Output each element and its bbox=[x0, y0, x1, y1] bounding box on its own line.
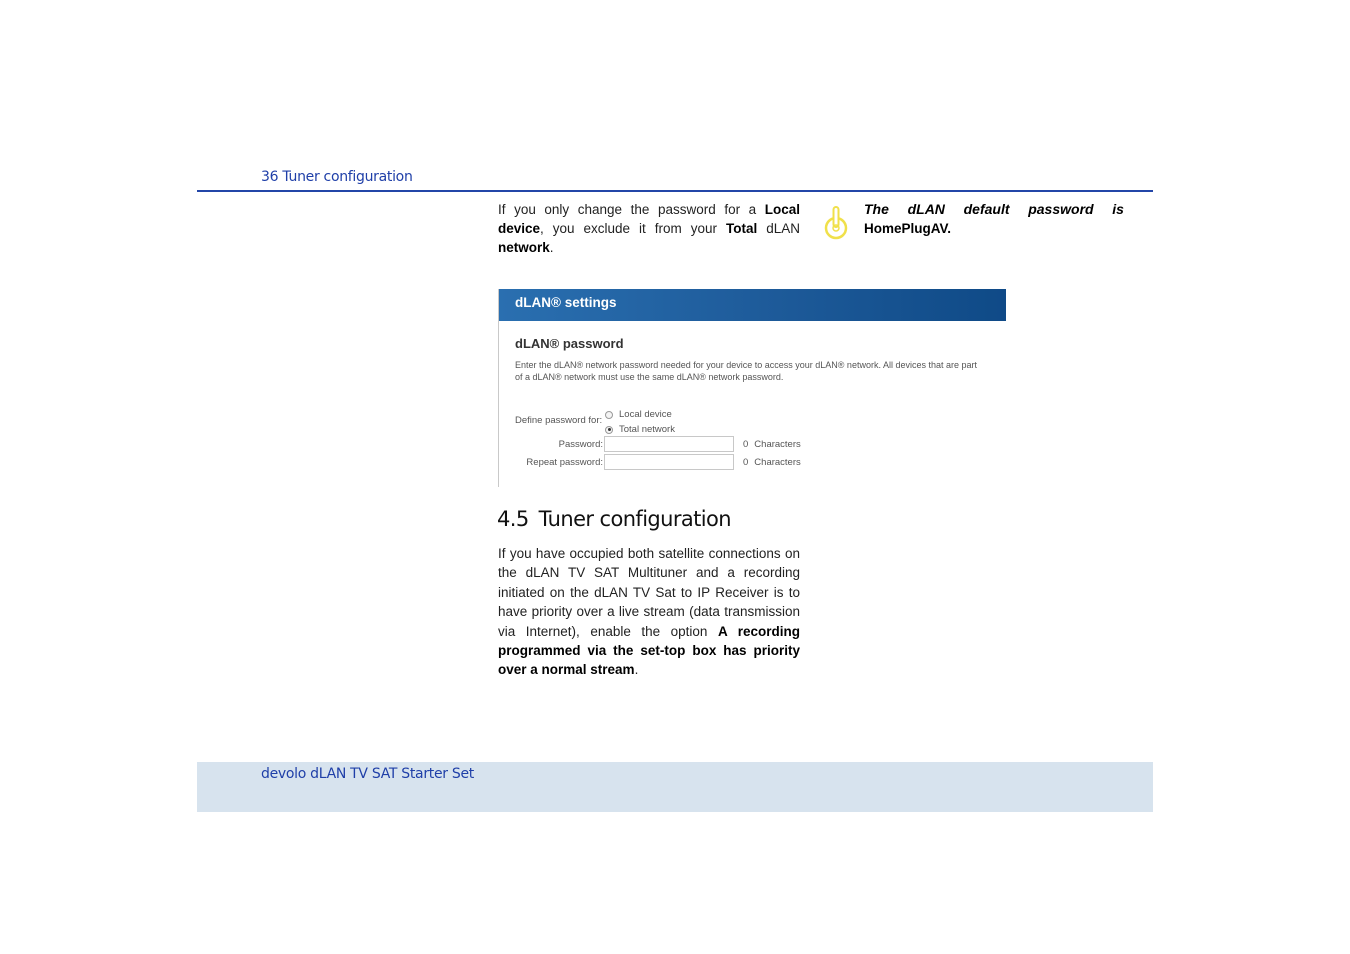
dlan-settings-screenshot bbox=[498, 289, 1006, 487]
password-char-count: 0 Characters bbox=[743, 439, 801, 450]
radio-total-network[interactable]: Total network bbox=[605, 424, 675, 435]
page-header-title: 36 Tuner configuration bbox=[261, 169, 413, 185]
repeat-password-input[interactable] bbox=[604, 454, 734, 470]
footer-title: devolo dLAN TV SAT Starter Set bbox=[261, 766, 474, 782]
radio-button[interactable] bbox=[605, 411, 613, 419]
panel-heading: dLAN® password bbox=[515, 336, 624, 351]
page-footer bbox=[197, 762, 1153, 812]
password-input[interactable] bbox=[604, 436, 734, 452]
repeat-password-char-count: 0 Characters bbox=[743, 457, 801, 468]
section-heading: 4.5 Tuner configuration bbox=[497, 507, 731, 531]
hint-icon bbox=[821, 205, 851, 241]
radio-local-device[interactable]: Local device bbox=[605, 409, 672, 420]
intro-paragraph: If you only change the password for a Local device, you exclude it from your Total dLAN network. bbox=[498, 202, 800, 255]
hint-note bbox=[864, 200, 1124, 238]
section-body-paragraph: If you have occupied both satellite connections on the dLAN TV SAT Multituner and a recording initiated on the dLAN TV Sat to IP Receiver is to have priority over a live stream (data transmission via Internet), enable the option A recording programmed via the set-top box has priority over a normal stream. bbox=[498, 546, 800, 678]
define-password-label: Define password for: bbox=[515, 415, 603, 426]
repeat-password-label: Repeat password: bbox=[526, 457, 603, 468]
hint-sentence: The dLAN default password is bbox=[864, 201, 1124, 217]
radio-button-selected[interactable] bbox=[605, 426, 613, 434]
panel-header: dLAN® settings bbox=[499, 289, 1006, 321]
panel-description: Enter the dLAN® network password needed for your device to access your dLAN® network. All devices that are part of a dLAN® network must use the same dLAN® network password. bbox=[515, 360, 977, 382]
password-label: Password: bbox=[558, 439, 603, 450]
hint-password-value: HomePlugAV. bbox=[864, 221, 952, 236]
header-divider bbox=[197, 190, 1153, 192]
